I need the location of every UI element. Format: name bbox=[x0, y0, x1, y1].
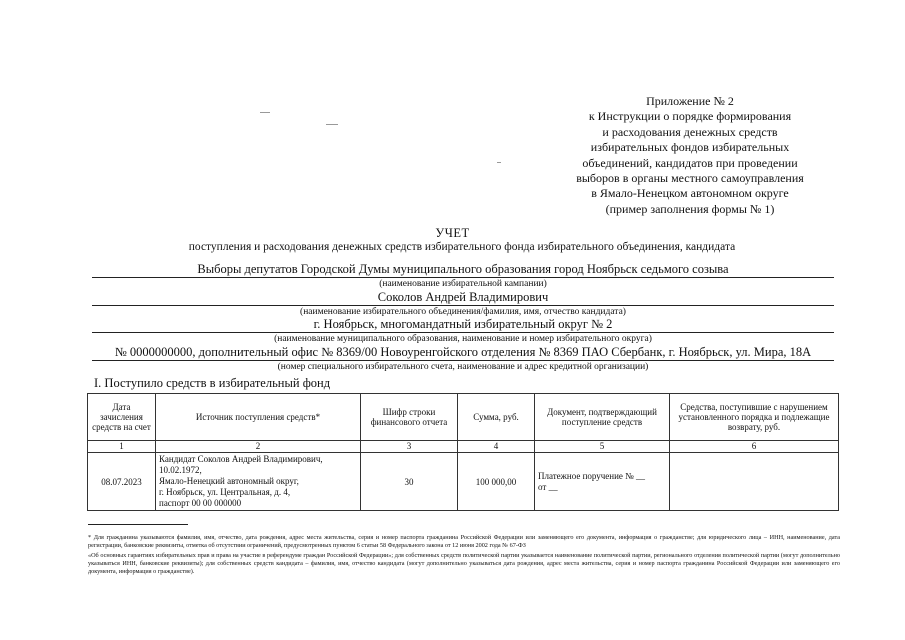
source-line: паспорт 00 00 000000 bbox=[159, 498, 242, 508]
appendix-line: (пример заполнения формы № 1) bbox=[605, 201, 775, 216]
district-field: г. Ноябрьск, многомандатный избирательный округ № 2 bbox=[92, 317, 834, 333]
appendix-line: объединений, кандидатов при проведении bbox=[582, 155, 798, 170]
table-header-row bbox=[88, 394, 839, 441]
column-number: 5 bbox=[535, 441, 670, 453]
cell-document bbox=[535, 453, 670, 511]
cell-source bbox=[156, 453, 361, 511]
source-line: 10.02.1972, bbox=[159, 465, 202, 475]
cell-date: 08.07.2023 bbox=[88, 453, 156, 511]
column-header-refund: Средства, поступившие с нарушением установленного порядка и подлежащие возврату, руб. bbox=[670, 394, 839, 441]
column-header-document: Документ, подтверждающий поступление средств bbox=[535, 394, 670, 441]
appendix-line: к Инструкции о порядке формирования bbox=[588, 109, 792, 124]
appendix-line: выборов в органы местного самоуправления bbox=[576, 171, 804, 186]
column-header-source: Источник поступления средств* bbox=[156, 394, 361, 441]
campaign-name-field: Выборы депутатов Городской Думы муниципального образования город Ноябрьск седьмого созыва bbox=[92, 262, 834, 278]
scan-artifact bbox=[326, 124, 338, 125]
footnotes bbox=[88, 534, 840, 577]
section-title: I. Поступило средств в избирательный фонд bbox=[94, 376, 331, 390]
document-title: УЧЕТ bbox=[435, 226, 470, 240]
column-number: 2 bbox=[156, 441, 361, 453]
footnote-divider bbox=[88, 524, 188, 525]
column-header-amount: Сумма, руб. bbox=[458, 394, 535, 441]
candidate-name-caption: (наименование избирательного объединения/фамилия, имя, отчество кандидата) bbox=[300, 307, 626, 317]
column-number: 4 bbox=[458, 441, 535, 453]
bank-account-field: № 0000000000, дополнительный офис № 8369/00 Новоуренгойского отделения № 8369 ПАО Сбербанк, г. Ноябрьск, ул. Мира, 18А bbox=[92, 345, 834, 361]
campaign-name-caption: (наименование избирательной кампании) bbox=[379, 279, 547, 289]
cell-refund bbox=[670, 453, 839, 511]
column-number: 1 bbox=[88, 441, 156, 453]
source-line: г. Ноябрьск, ул. Центральная, д. 4, bbox=[159, 487, 291, 497]
appendix-line: в Ямало-Ненецком автономном округе bbox=[591, 186, 789, 201]
footnote: * Для гражданина указываются фамилия, имя, отчество, дата рождения, адрес места жительства, серия и номер паспорта гражданина Российской Федерации или заменяющего его документа, информация о гражданстве; для юридического лица – ИНН, наименование, дата регистрации, банковские реквизиты, отметка об отсутствии ограничений, предусмотренных пунктом 6 статьи 58 Федерального закона от 12 июня 2002 года № 67-ФЗ bbox=[88, 534, 840, 550]
source-line: Кандидат Соколов Андрей Владимирович, bbox=[159, 454, 323, 464]
appendix-line: Приложение № 2 bbox=[646, 94, 734, 108]
document-line: от __ bbox=[538, 481, 558, 492]
cell-amount: 100 000,00 bbox=[458, 453, 535, 511]
column-header-date: Дата зачисления средств на счет bbox=[88, 394, 156, 441]
district-caption: (наименование муниципального образования, наименование и номер избирательного округа) bbox=[274, 334, 652, 344]
column-number: 6 bbox=[670, 441, 839, 453]
column-header-code: Шифр строки финансового отчета bbox=[361, 394, 458, 441]
candidate-name-field: Соколов Андрей Владимирович bbox=[92, 290, 834, 306]
column-number-row bbox=[88, 441, 839, 453]
footnote: «Об основных гарантиях избирательных прав и права на участие в референдуме граждан Российской Федерации»; для собственных средств политической партии указывается наименование политической партии, регионального отделения политической партии (могут дополнительно указываться ИНН, банковские реквизиты); для собственных средств кандидата – фамилия, имя, отчество кандидата (могут дополнительно указываться дата рождения, адрес места жительства, серия и номер паспорта гражданина Российской Федерации или заменяющего его документа, информация о гражданстве). bbox=[88, 551, 840, 576]
appendix-line: и расходования денежных средств bbox=[602, 124, 778, 139]
source-line: Ямало-Ненецкий автономный округ, bbox=[159, 476, 299, 486]
document-subtitle: поступления и расходования денежных средств избирательного фонда избирательного объединения, кандидата bbox=[188, 241, 736, 253]
appendix-header bbox=[565, 94, 815, 217]
column-number: 3 bbox=[361, 441, 458, 453]
bank-account-caption: (номер специального избирательного счета, наименование и адрес кредитной организации) bbox=[277, 362, 649, 372]
table-row bbox=[88, 453, 839, 511]
appendix-line: избирательных фондов избирательных bbox=[590, 140, 790, 155]
scan-artifact bbox=[260, 112, 270, 113]
document-line: Платежное поручение № __ bbox=[538, 470, 646, 481]
scan-artifact bbox=[497, 162, 501, 163]
cell-code: 30 bbox=[361, 453, 458, 511]
income-table bbox=[87, 393, 839, 511]
